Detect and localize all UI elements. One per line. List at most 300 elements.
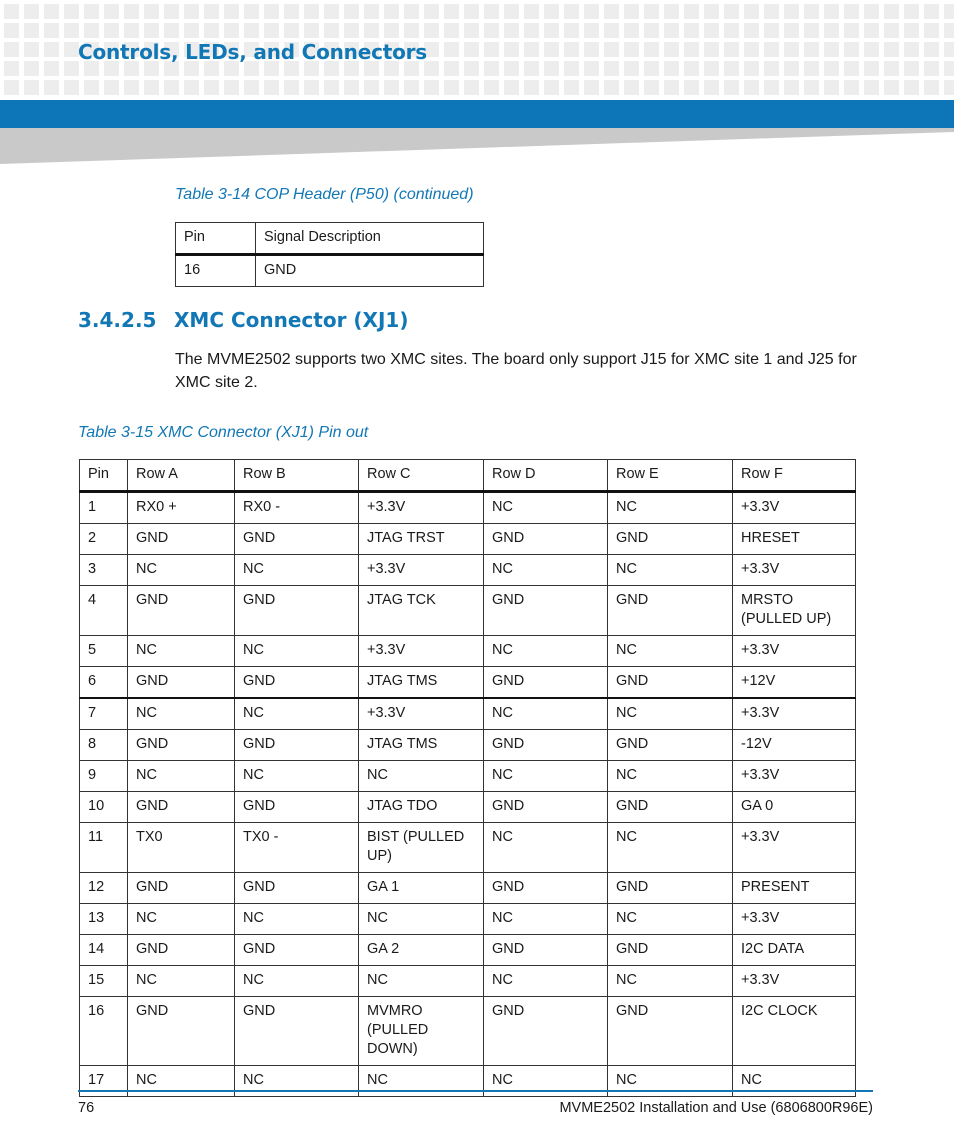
pattern-square (764, 61, 779, 76)
pattern-square (644, 4, 659, 19)
table-cell: NC (608, 492, 733, 524)
pattern-square (724, 80, 739, 95)
pattern-square (524, 4, 539, 19)
pattern-square (644, 23, 659, 38)
pattern-square (864, 4, 879, 19)
table-cell: +3.3V (359, 636, 484, 667)
pattern-square (684, 80, 699, 95)
pattern-square (464, 80, 479, 95)
pattern-square (44, 42, 59, 57)
table-cell: NC (484, 636, 608, 667)
pattern-square (444, 4, 459, 19)
pattern-square (804, 4, 819, 19)
pattern-square (844, 42, 859, 57)
table-cell: I2C DATA (733, 935, 856, 966)
table-cell: GND (128, 792, 235, 823)
pattern-square (584, 80, 599, 95)
table-cell: NC (235, 761, 359, 792)
xmc-pinout-table (79, 459, 856, 1097)
pattern-square (4, 42, 19, 57)
pattern-square (64, 61, 79, 76)
pattern-square (924, 4, 939, 19)
page-number: 76 (78, 1100, 95, 1116)
table-cell: NC (484, 823, 608, 873)
pattern-square (924, 23, 939, 38)
pattern-square (884, 4, 899, 19)
table-cell: +3.3V (733, 823, 856, 873)
table-cell: NC (235, 555, 359, 586)
table-cell: GND (484, 524, 608, 555)
table-cell: GA 1 (359, 873, 484, 904)
pattern-square (24, 80, 39, 95)
pattern-square (144, 4, 159, 19)
pattern-square (784, 61, 799, 76)
pattern-square (404, 80, 419, 95)
pattern-square (704, 4, 719, 19)
table-cell: GND (128, 873, 235, 904)
table-cell: 7 (80, 698, 128, 730)
table-cell: 3 (80, 555, 128, 586)
pattern-square (664, 80, 679, 95)
table-cell: NC (608, 698, 733, 730)
footer-doc-title: MVME2502 Installation and Use (6806800R96E) (559, 1100, 873, 1116)
table-cell: RX0 - (235, 492, 359, 524)
table-cell: NC (128, 555, 235, 586)
pattern-square (884, 61, 899, 76)
pattern-square (704, 80, 719, 95)
pattern-square (164, 4, 179, 19)
table-cell: NC (608, 966, 733, 997)
pattern-square (764, 23, 779, 38)
table-cell: JTAG TMS (359, 730, 484, 761)
pattern-square (4, 23, 19, 38)
pattern-square (264, 80, 279, 95)
table-cell: BIST (PULLED UP) (359, 823, 484, 873)
pattern-square (524, 42, 539, 57)
column-header: Row E (608, 460, 733, 492)
table-cell: NC (484, 698, 608, 730)
pattern-square (764, 4, 779, 19)
pattern-square (124, 80, 139, 95)
pattern-square (724, 61, 739, 76)
footer-rule (78, 1090, 873, 1092)
table-cell: NC (235, 966, 359, 997)
pattern-square (564, 23, 579, 38)
table-cell: 10 (80, 792, 128, 823)
table-cell: 12 (80, 873, 128, 904)
table-cell: +3.3V (733, 492, 856, 524)
table-cell: 11 (80, 823, 128, 873)
table-cell: GND (235, 730, 359, 761)
table-cell: NC (128, 698, 235, 730)
table-cell: HRESET (733, 524, 856, 555)
pattern-square (944, 42, 954, 57)
pattern-square (604, 23, 619, 38)
pattern-square (84, 23, 99, 38)
table-cell: NC (484, 966, 608, 997)
pattern-square (784, 23, 799, 38)
table-cell: NC (359, 1066, 484, 1097)
pattern-square (824, 61, 839, 76)
table-cell: GND (128, 935, 235, 966)
pattern-square (704, 23, 719, 38)
pattern-square (384, 80, 399, 95)
table-cell: 15 (80, 966, 128, 997)
pattern-square (44, 23, 59, 38)
table-row (80, 761, 856, 792)
table-cell: -12V (733, 730, 856, 761)
table-cell: 17 (80, 1066, 128, 1097)
table-cell: MVMRO (PULLED DOWN) (359, 997, 484, 1066)
pattern-square (4, 61, 19, 76)
table-cell: JTAG TMS (359, 667, 484, 699)
pattern-square (264, 23, 279, 38)
table-row (80, 555, 856, 586)
table-cell: GND (484, 586, 608, 636)
pattern-square (144, 80, 159, 95)
pattern-square (944, 80, 954, 95)
pattern-square (664, 61, 679, 76)
pattern-square (584, 42, 599, 57)
table-cell: NC (484, 761, 608, 792)
pattern-square (104, 4, 119, 19)
pattern-square (624, 80, 639, 95)
pattern-square (504, 61, 519, 76)
pattern-square (644, 80, 659, 95)
table-cell: NC (128, 1066, 235, 1097)
pattern-square (564, 4, 579, 19)
pattern-square (304, 23, 319, 38)
pattern-square (764, 80, 779, 95)
pattern-square (564, 80, 579, 95)
table-cell: NC (484, 492, 608, 524)
pattern-square (904, 23, 919, 38)
table-cell: NC (128, 904, 235, 935)
pattern-square (284, 4, 299, 19)
pattern-square (464, 4, 479, 19)
pattern-square (84, 80, 99, 95)
table-cell: NC (128, 966, 235, 997)
table-cell: NC (235, 636, 359, 667)
table-cell: GND (235, 586, 359, 636)
table-cell: +3.3V (733, 636, 856, 667)
table-cell: GND (235, 667, 359, 699)
table-cell: JTAG TCK (359, 586, 484, 636)
pattern-square (524, 23, 539, 38)
table-cell: GND (484, 935, 608, 966)
table-cell: JTAG TRST (359, 524, 484, 555)
pattern-square (584, 23, 599, 38)
pattern-square (344, 23, 359, 38)
pattern-square (664, 42, 679, 57)
table-cell: NC (608, 636, 733, 667)
table-cell: NC (608, 761, 733, 792)
pattern-square (644, 61, 659, 76)
table-cell: NC (235, 904, 359, 935)
pattern-square (924, 80, 939, 95)
table-cell: GND (484, 997, 608, 1066)
pattern-square (824, 42, 839, 57)
pattern-square (284, 23, 299, 38)
table-cell: PRESENT (733, 873, 856, 904)
table-row (80, 966, 856, 997)
pattern-square (724, 23, 739, 38)
table-row (80, 492, 856, 524)
pattern-square (764, 42, 779, 57)
table-cell: +3.3V (733, 555, 856, 586)
pattern-square (864, 23, 879, 38)
table-cell: 1 (80, 492, 128, 524)
table-cell: GND (608, 997, 733, 1066)
section-heading (78, 308, 408, 332)
pattern-square (644, 42, 659, 57)
pattern-square (664, 4, 679, 19)
table-cell: GND (128, 667, 235, 699)
table-cell: NC (128, 761, 235, 792)
table-cell: 4 (80, 586, 128, 636)
pattern-square (544, 4, 559, 19)
table-cell: NC (608, 555, 733, 586)
column-header: Row C (359, 460, 484, 492)
pattern-square (244, 4, 259, 19)
table-row (80, 823, 856, 873)
table-cell: 14 (80, 935, 128, 966)
table-row (80, 730, 856, 761)
table-cell: NC (235, 1066, 359, 1097)
table-cell: GND (256, 255, 484, 287)
pattern-square (184, 4, 199, 19)
column-header: Row F (733, 460, 856, 492)
column-header: Row D (484, 460, 608, 492)
table-cell: 16 (176, 255, 256, 287)
pattern-square (784, 42, 799, 57)
page-header-title: Controls, LEDs, and Connectors (78, 40, 428, 64)
pattern-square (404, 4, 419, 19)
pattern-square (384, 4, 399, 19)
pattern-square (124, 4, 139, 19)
pattern-square (504, 80, 519, 95)
pattern-square (304, 4, 319, 19)
table-cell: NC (484, 1066, 608, 1097)
pattern-square (44, 4, 59, 19)
pattern-square (744, 23, 759, 38)
table-cell: GND (128, 997, 235, 1066)
table-cell: 2 (80, 524, 128, 555)
pattern-square (244, 23, 259, 38)
pattern-square (204, 23, 219, 38)
pattern-square (484, 4, 499, 19)
table-cell: GND (608, 730, 733, 761)
pattern-square (884, 42, 899, 57)
pattern-square (164, 80, 179, 95)
table-cell: 8 (80, 730, 128, 761)
pattern-square (684, 4, 699, 19)
pattern-square (744, 80, 759, 95)
column-header: Row A (128, 460, 235, 492)
pattern-square (844, 80, 859, 95)
pattern-square (884, 80, 899, 95)
pattern-square (544, 42, 559, 57)
table-cell: +3.3V (733, 698, 856, 730)
pattern-square (344, 4, 359, 19)
pattern-square (864, 80, 879, 95)
table-row (176, 255, 484, 287)
pattern-square (604, 42, 619, 57)
table-cell: 16 (80, 997, 128, 1066)
pattern-square (564, 61, 579, 76)
pattern-square (624, 4, 639, 19)
pattern-square (64, 4, 79, 19)
pattern-square (744, 4, 759, 19)
table-cell: NC (359, 761, 484, 792)
pattern-square (804, 80, 819, 95)
table-cell: +3.3V (359, 492, 484, 524)
pattern-square (684, 61, 699, 76)
pattern-square (604, 80, 619, 95)
pattern-square (904, 80, 919, 95)
table-row (80, 792, 856, 823)
table-cell: +3.3V (733, 966, 856, 997)
pattern-square (844, 61, 859, 76)
table-cell: GA 2 (359, 935, 484, 966)
table-cell: GND (484, 667, 608, 699)
pattern-square (864, 61, 879, 76)
table-cell: GND (235, 997, 359, 1066)
pattern-square (844, 23, 859, 38)
table-cell: NC (484, 904, 608, 935)
table-cell: NC (608, 1066, 733, 1097)
pattern-square (624, 61, 639, 76)
table-cell: GND (608, 667, 733, 699)
table-row (80, 904, 856, 935)
header-gray-wedge (0, 128, 954, 164)
table-row (80, 636, 856, 667)
table-cell: NC (128, 636, 235, 667)
pattern-square (864, 42, 879, 57)
pattern-square (264, 4, 279, 19)
table-row (80, 698, 856, 730)
pattern-square (284, 80, 299, 95)
pattern-square (24, 4, 39, 19)
pattern-square (224, 80, 239, 95)
pattern-square (804, 61, 819, 76)
table-cell: JTAG TDO (359, 792, 484, 823)
pattern-square (324, 23, 339, 38)
table-cell: TX0 (128, 823, 235, 873)
pattern-square (884, 23, 899, 38)
column-header: Row B (235, 460, 359, 492)
pattern-square (524, 61, 539, 76)
pattern-square (464, 23, 479, 38)
table-cell: GND (484, 792, 608, 823)
pattern-square (444, 42, 459, 57)
pattern-square (944, 61, 954, 76)
pattern-square (464, 42, 479, 57)
pattern-square (424, 4, 439, 19)
pattern-square (444, 80, 459, 95)
pattern-square (684, 42, 699, 57)
table-row (80, 586, 856, 636)
cop-header-table (175, 222, 484, 287)
pattern-square (604, 61, 619, 76)
pattern-square (484, 42, 499, 57)
pattern-square (584, 4, 599, 19)
table-cell: RX0 + (128, 492, 235, 524)
pattern-square (804, 23, 819, 38)
table-cell: GND (608, 873, 733, 904)
pattern-square (224, 4, 239, 19)
pattern-square (724, 4, 739, 19)
table-cell: +3.3V (733, 761, 856, 792)
pattern-square (364, 4, 379, 19)
table-cell: NC (235, 698, 359, 730)
pattern-square (244, 80, 259, 95)
pattern-square (824, 4, 839, 19)
table-cell: NC (484, 555, 608, 586)
pattern-square (784, 80, 799, 95)
pattern-square (384, 23, 399, 38)
pattern-square (24, 61, 39, 76)
section-number: 3.4.2.5 (78, 308, 157, 332)
pattern-square (784, 4, 799, 19)
pattern-square (744, 42, 759, 57)
table-row (80, 667, 856, 699)
table-cell: GND (235, 524, 359, 555)
pattern-square (744, 61, 759, 76)
column-header: Signal Description (256, 223, 484, 255)
pattern-square (404, 23, 419, 38)
pattern-square (824, 80, 839, 95)
pattern-square (424, 80, 439, 95)
pattern-square (364, 23, 379, 38)
pattern-square (584, 61, 599, 76)
pattern-square (904, 4, 919, 19)
pattern-square (164, 23, 179, 38)
table-cell: I2C CLOCK (733, 997, 856, 1066)
pattern-square (704, 61, 719, 76)
table-cell: GND (608, 935, 733, 966)
pattern-square (104, 80, 119, 95)
table-cell: NC (608, 823, 733, 873)
pattern-square (24, 23, 39, 38)
table2-caption: Table 3-15 XMC Connector (XJ1) Pin out (78, 424, 369, 441)
table-cell: +3.3V (359, 555, 484, 586)
pattern-square (544, 80, 559, 95)
pattern-square (924, 42, 939, 57)
table-cell: 9 (80, 761, 128, 792)
pattern-square (684, 23, 699, 38)
pattern-square (224, 23, 239, 38)
table-cell: 5 (80, 636, 128, 667)
table-row (80, 997, 856, 1066)
pattern-square (464, 61, 479, 76)
table-cell: NC (608, 904, 733, 935)
pattern-square (624, 42, 639, 57)
table-cell: NC (359, 904, 484, 935)
pattern-square (84, 4, 99, 19)
table-cell: MRSTO (PULLED UP) (733, 586, 856, 636)
pattern-square (24, 42, 39, 57)
pattern-square (544, 61, 559, 76)
pattern-square (424, 23, 439, 38)
table-cell: GND (128, 586, 235, 636)
table-cell: +3.3V (359, 698, 484, 730)
pattern-square (504, 23, 519, 38)
table-cell: 6 (80, 667, 128, 699)
pattern-square (504, 4, 519, 19)
table-cell: GND (608, 586, 733, 636)
pattern-square (204, 4, 219, 19)
